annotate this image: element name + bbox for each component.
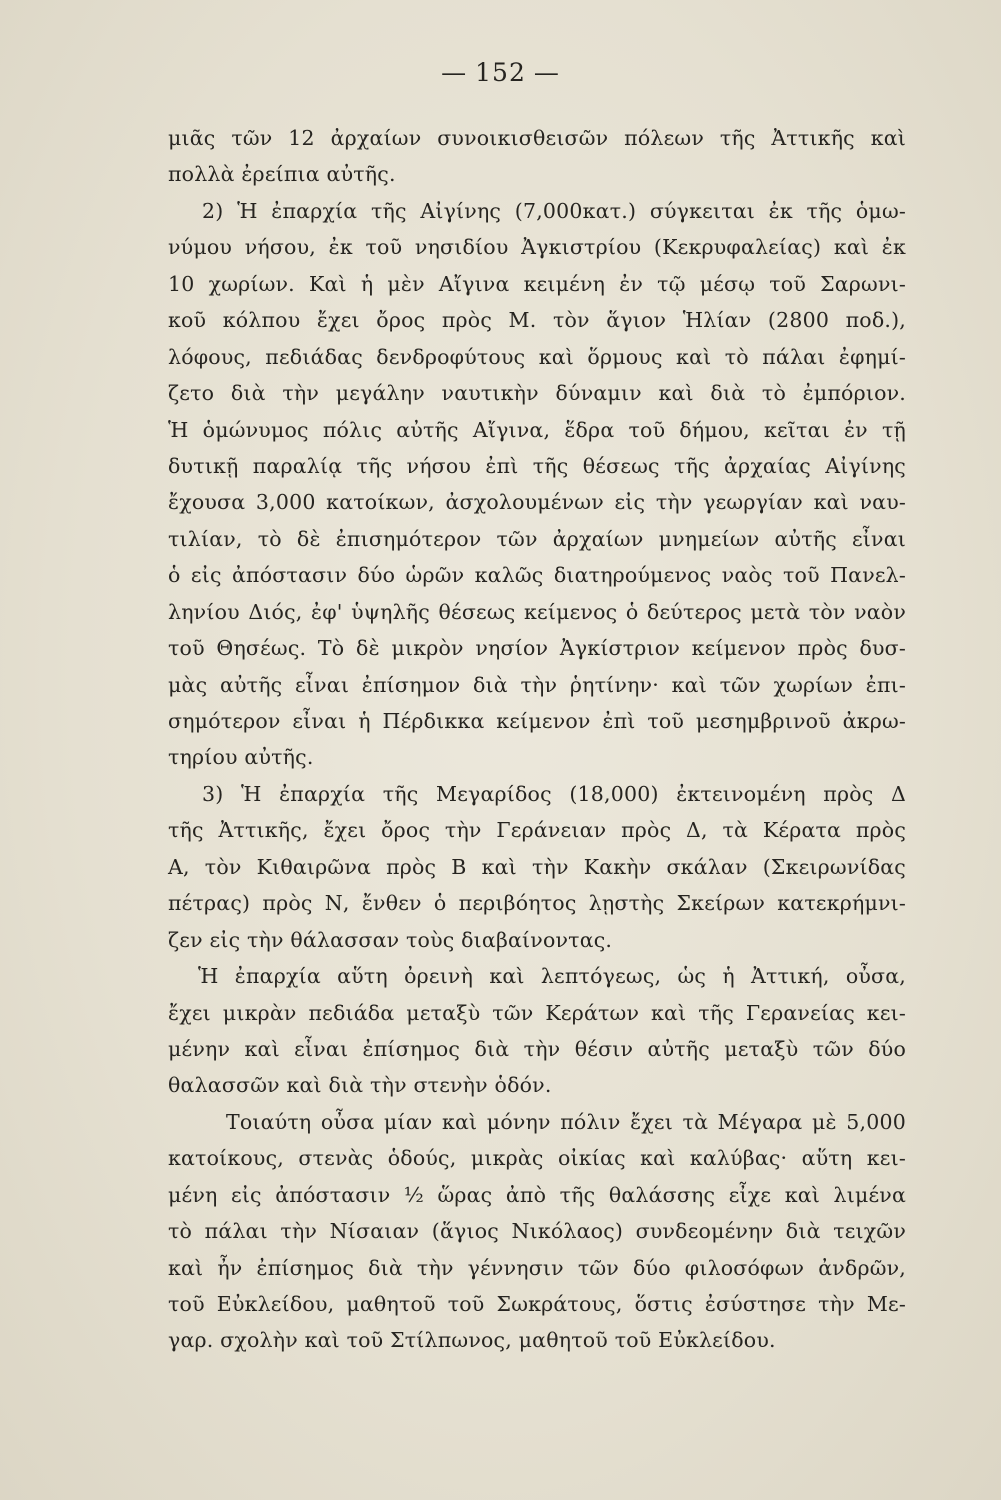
text-line: δυτικῇ παραλίᾳ τῆς νήσου ἐπὶ τῆς θέσεως τῆς ἀρχαίας Αἰγίνης — [168, 453, 906, 478]
text-line: πέτρας) πρὸς Ν, ἔνθεν ὁ περιβόητος λῃστὴς Σκείρων κατεκρήμνι- — [168, 891, 906, 916]
text-line: Α, τὸν Κιθαιρῶνα πρὸς Β καὶ τὴν Κακὴν σκάλαν (Σκειρωνίδας — [168, 854, 906, 879]
text-line: κατοίκους, στενὰς ὁδούς, μικρὰς οἰκίας καὶ καλύβας· αὕτη κει- — [168, 1146, 906, 1171]
text-line: ἔχουσα 3,000 κατοίκων, ἀσχολουμένων εἰς τὴν γεωργίαν καὶ ναυ- — [168, 490, 906, 515]
page-number-dash-right: — — [533, 58, 560, 87]
text-line: τιλίαν, τὸ δὲ ἐπισημότερον τῶν ἀρχαίων μνημείων αὐτῆς εἶναι — [168, 526, 906, 551]
text-line: μένη εἰς ἀπόστασιν ½ ὥρας ἀπὸ τῆς θαλάσσης εἶχε καὶ λιμένα — [168, 1182, 906, 1207]
page-number-dash-left: — — [441, 58, 468, 87]
text-line: μὰς αὐτῆς εἶναι ἐπίσημον διὰ τὴν ῥητίνην· καὶ τῶν χωρίων ἐπι- — [168, 672, 906, 697]
text-line: ὁ εἰς ἀπόστασιν δύο ὡρῶν καλῶς διατηρούμενος ναὸς τοῦ Πανελ- — [168, 563, 906, 588]
text-line: γαρ. σχολὴν καὶ τοῦ Στίλπωνος, μαθητοῦ τοῦ Εὐκλείδου. — [168, 1328, 776, 1353]
text-line: λόφους, πεδιάδας δενδροφύτους καὶ ὅρμους καὶ τὸ πάλαι ἐφημί- — [168, 344, 906, 369]
text-line: τηρίου αὐτῆς. — [168, 745, 314, 770]
text-line: Ἡ ἐπαρχία αὕτη ὀρεινὴ καὶ λεπτόγεως, ὡς ἡ Ἀττική, οὖσα, — [198, 964, 906, 989]
page-number-header — [0, 58, 1001, 87]
text-line: νύμου νήσου, ἐκ τοῦ νησιδίου Ἀγκιστρίου (Κεκρυφαλείας) καὶ ἐκ — [168, 235, 906, 260]
text-line: ζεν εἰς τὴν θάλασσαν τοὺς διαβαίνοντας. — [168, 927, 613, 952]
body-text — [168, 120, 906, 1359]
text-line: καὶ ἦν ἐπίσημος διὰ τὴν γέννησιν τῶν δύο φιλοσόφων ἀνδρῶν, — [168, 1255, 906, 1280]
text-line: Τοιαύτη οὖσα μίαν καὶ μόνην πόλιν ἔχει τὰ Μέγαρα μὲ 5,000 — [226, 1109, 906, 1134]
text-line: πολλὰ ἐρείπια αὐτῆς. — [168, 162, 396, 187]
text-line: τοῦ Εὐκλείδου, μαθητοῦ τοῦ Σωκράτους, ὅστις ἐσύστησε τὴν Με- — [168, 1292, 906, 1316]
text-line: τὸ πάλαι τὴν Νίσαιαν (ἅγιος Νικόλαος) συνδεομένην διὰ τειχῶν — [168, 1219, 906, 1244]
page-number: 152 — [475, 58, 526, 87]
text-line: 10 χωρίων. Καὶ ἡ μὲν Αἴγινα κειμένη ἐν τῷ μέσῳ τοῦ Σαρωνι- — [168, 271, 906, 296]
text-line: τοῦ Θησέως. Τὸ δὲ μικρὸν νησίον Ἀγκίστριον κείμενον πρὸς δυσ- — [168, 636, 906, 661]
text-line: 2) Ἡ ἐπαρχία τῆς Αἰγίνης (7,000κατ.) σύγκειται ἐκ τῆς ὁμω- — [202, 198, 906, 223]
text-line: ζετο διὰ τὴν μεγάλην ναυτικὴν δύναμιν καὶ διὰ τὸ ἐμπόριον. — [168, 381, 906, 406]
text-line: θαλασσῶν καὶ διὰ τὴν στενὴν ὁδόν. — [168, 1073, 552, 1098]
text-line: Ἡ ὁμώνυμος πόλις αὐτῆς Αἴγινα, ἕδρα τοῦ δήμου, κεῖται ἐν τῇ — [168, 417, 906, 442]
text-line: σημότερον εἶναι ἡ Πέρδικκα κείμενον ἐπὶ τοῦ μεσημβρινοῦ ἀκρω- — [168, 709, 906, 733]
text-line: ληνίου Διός, ἐφ' ὑψηλῆς θέσεως κείμενος ὁ δεύτερος μετὰ τὸν ναὸν — [168, 599, 906, 624]
text-line: ἔχει μικρὰν πεδιάδα μεταξὺ τῶν Κεράτων καὶ τῆς Γερανείας κει- — [168, 1000, 906, 1025]
text-line: μιᾶς τῶν 12 ἀρχαίων συνοικισθεισῶν πόλεων τῆς Ἀττικῆς καὶ — [168, 126, 906, 150]
text-line: μένην καὶ εἶναι ἐπίσημος διὰ τὴν θέσιν αὐτῆς μεταξὺ τῶν δύο — [168, 1036, 906, 1061]
text-line: τῆς Ἀττικῆς, ἔχει ὄρος τὴν Γεράνειαν πρὸς Δ, τὰ Κέρατα πρὸς — [168, 818, 906, 843]
text-line: 3) Ἡ ἐπαρχία τῆς Μεγαρίδος (18,000) ἐκτεινομένη πρὸς Δ — [202, 781, 906, 806]
text-line: κοῦ κόλπου ἔχει ὄρος πρὸς Μ. τὸν ἅγιον Ἡλίαν (2800 ποδ.), — [168, 308, 906, 333]
